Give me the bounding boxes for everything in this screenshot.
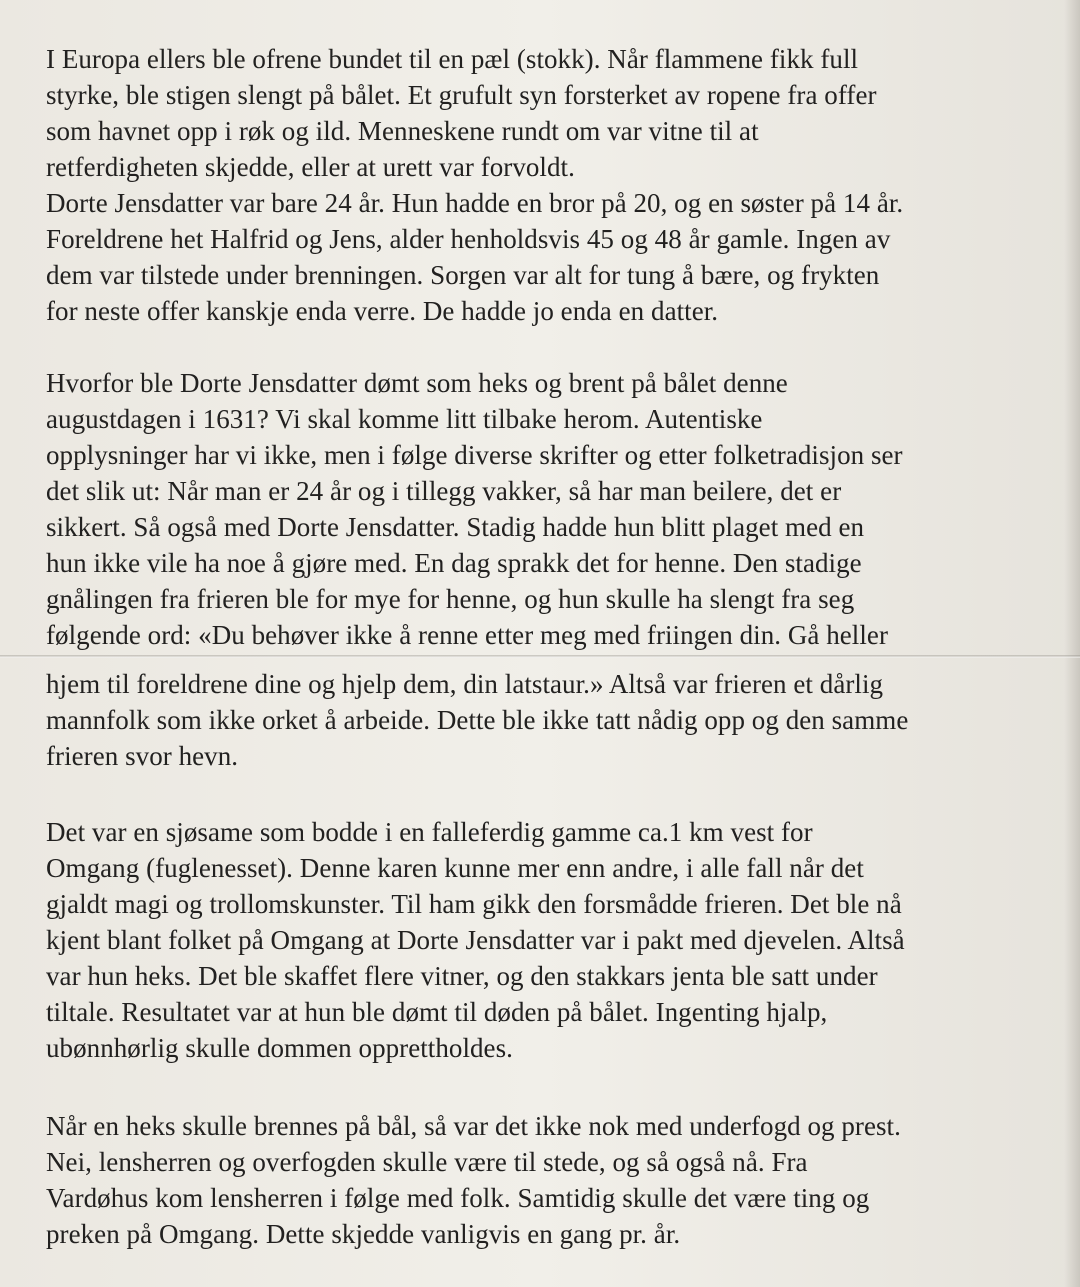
text-line: Det var en sjøsame som bodde i en falleferdig gamme ca.1 km vest for [46, 817, 813, 847]
paper-edge-shadow [1064, 0, 1080, 1287]
text-line: for neste offer kanskje enda verre. De hadde jo enda en datter. [46, 296, 719, 326]
text-line: gnålingen fra frieren ble for mye for henne, og hun skulle ha slengt fra seg [46, 584, 855, 614]
text-line: Når en heks skulle brennes på bål, så var det ikke nok med underfogd og prest. [46, 1111, 901, 1141]
text-line: frieren svor hevn. [46, 741, 239, 771]
text-line: Omgang (fuglenesset). Denne karen kunne mer enn andre, i alle fall når det [46, 853, 864, 883]
text-line: Dorte Jensdatter var bare 24 år. Hun hadde en bror på 20, og en søster på 14 år. [46, 188, 904, 218]
text-line: Vardøhus kom lensherren i følge med folk. Samtidig skulle det være ting og [46, 1183, 870, 1213]
text-line: I Europa ellers ble ofrene bundet til en pæl (stokk). Når flammene fikk full [46, 44, 859, 74]
text-line: retferdigheten skjedde, eller at urett var forvoldt. [46, 152, 575, 182]
text-line: gjaldt magi og trollomskunster. Til ham gikk den forsmådde frieren. Det ble nå [46, 889, 902, 919]
text-line: som havnet opp i røk og ild. Menneskene rundt om var vitne til at [46, 116, 759, 146]
text-line: tiltale. Resultatet var at hun ble dømt til døden på bålet. Ingenting hjalp, [46, 997, 828, 1027]
text-line: var hun heks. Det ble skaffet flere vitner, og den stakkars jenta ble satt under [46, 961, 878, 991]
text-line: det slik ut: Når man er 24 år og i tillegg vakker, så har man beilere, det er [46, 476, 842, 506]
text-line: ubønnhørlig skulle dommen opprettholdes. [46, 1033, 513, 1063]
paper-fold-line [0, 655, 1080, 658]
text-line: mannfolk som ikke orket å arbeide. Dette ble ikke tatt nådig opp og den samme [46, 705, 909, 735]
text-line: kjent blant folket på Omgang at Dorte Jensdatter var i pakt med djevelen. Altså [46, 925, 905, 955]
text-line: styrke, ble stigen slengt på bålet. Et grufult syn forsterket av ropene fra offer [46, 80, 877, 110]
text-line: hun ikke vile ha noe å gjøre med. En dag sprakk det for henne. Den stadige [46, 548, 862, 578]
text-line: dem var tilstede under brenningen. Sorgen var alt for tung å bære, og frykten [46, 260, 880, 290]
text-line: opplysninger har vi ikke, men i følge diverse skrifter og etter folketradisjon ser [46, 440, 903, 470]
text-line: augustdagen i 1631? Vi skal komme litt tilbake herom. Autentiske [46, 404, 763, 434]
text-line: Foreldrene het Halfrid og Jens, alder henholdsvis 45 og 48 år gamle. Ingen av [46, 224, 891, 254]
text-line: følgende ord: «Du behøver ikke å renne etter meg med friingen din. Gå heller [46, 620, 888, 650]
text-line: Hvorfor ble Dorte Jensdatter dømt som heks og brent på bålet denne [46, 368, 788, 398]
text-line: Nei, lensherren og overfogden skulle være til stede, og så også nå. Fra [46, 1147, 808, 1177]
text-line: sikkert. Så også med Dorte Jensdatter. Stadig hadde hun blitt plaget med en [46, 512, 865, 542]
text-line: hjem til foreldrene dine og hjelp dem, din latstaur.» Altså var frieren et dårlig [46, 669, 884, 699]
text-line: preken på Omgang. Dette skjedde vanligvis en gang pr. år. [46, 1219, 681, 1249]
